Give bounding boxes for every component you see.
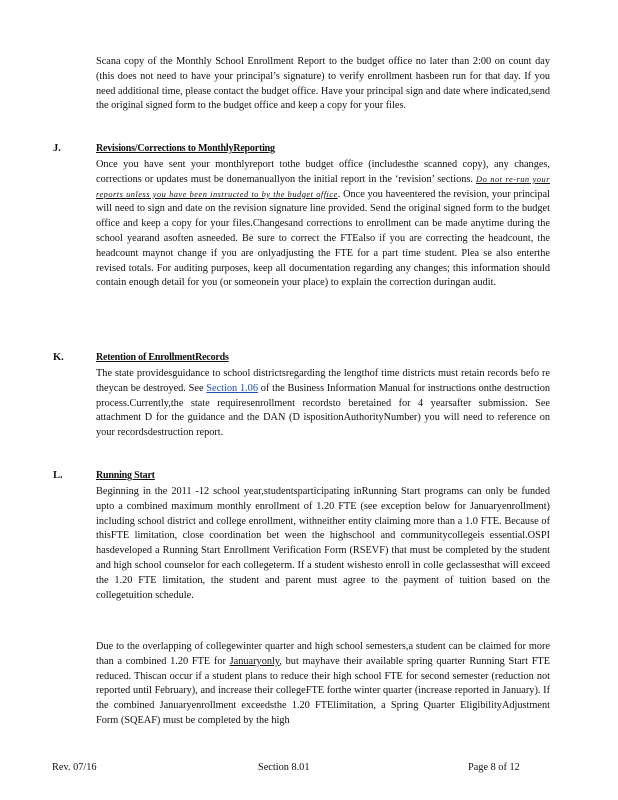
footer-page-number: Page 8 of 12 [468, 762, 520, 773]
section-l-p2-underlined: Januaryonly [229, 655, 280, 667]
section-j-paragraph [96, 158, 550, 291]
section-k-text-2: of the Business Information Manual for instructions onthe destruction process.Currently,the state requiresenrollment recordsto beretained for 4 yearsafter submission. See attachment D for the guidance and the DAN (D ispositionAuthorityNumber) you will need to reference on your recordsdestruction report. [96, 382, 551, 439]
section-k-letter: K. [53, 352, 64, 363]
section-k-body [96, 367, 550, 441]
section-k-text-1: The state providesguidance to school districtsregarding the lengthof time districts must retain records befo re theycan be destroyed. See [96, 368, 550, 394]
section-l-paragraph-1: Beginning in the 2011 ‑12 school year,studentsparticipating inRunning Start programs can only be funded upto a combined maximum monthly enrollment of 1.20 FTE (see exception below for Januaryenrollment) including school district and college enrollment, withneither entity claiming more than a 1.0 FTE. Because of thisFTE limitation, close coordination bet ween the highschool and communitycollegeis essential.OSPI hasdeveloped a Running Start Enrollment Verification Form (RSEVF) that must be completed by the student and high school counselor for each collegeterm. If a student wishesto enroll in colle geclassesthat will exceed the 1.20 FTE limitation, the student and parent must agree to the payment of tuition based on the collegetuition schedule. [96, 486, 550, 601]
section-l-p2-text-b: , but mayhave their available spring quarter Running Start FTE reduced. Thiscan occur if a student plans to reduce their high school FTE for second semester (reduction not reported until February), and increase their collegeFTE forthe winter quarter (increase reported in January). If the combined Januaryenrollment exceedsthe 1.20 FTElimitation, a Spring Quarter EligibilityAdjustment Form (SQEAF) must be completed by the high [96, 655, 551, 726]
section-j-title: Revisions/Corrections to MonthlyReporting [96, 143, 275, 154]
section-l-p2-text-a: Due to the overlapping of collegewinter quarter and high school semesters,a student can be claimed for more than a combined 1.20 FTE for [96, 641, 550, 667]
section-j-text-2: . Once you haveentered the revision, your principal will need to sign and date on the revision signature line provided. Send the original signed form to the budget office and keep a copy for your files.Changesand corrections to enrollment can be made anytime during the school yearand asoften asneeded. Be sure to correct the FTEalso if you are correcting the headcount, the headcount maynot change if you are onlyadjusting the FTE for a part time student. Plea se also enterthe revised totals. For auditing purposes, keep all documentation regarding any changes; this information should contain enough detail for you (or someonein your place) to explain the correction duringan audit. [96, 188, 550, 289]
section-k-paragraph [96, 367, 550, 441]
intro-paragraph: Scana copy of the Monthly School Enrollment Report to the budget office no later than 2:00 on count day (this does not need to have your principal’s signature) to verify enrollment hasbeen run for that day. If you need additional time, please contact the budget office. Have your principal sign and date where indicated,send the original signed form to the budget office and keep a copy for your files. [96, 56, 550, 112]
section-l-paragraph-2 [96, 640, 550, 729]
section-l-letter: L. [53, 470, 63, 481]
section-j-text-1: Once you have sent your monthlyreport tothe budget office (includesthe scanned copy), any changes, corrections or updates must be donemanuallyon the initial report in the ‘revision’ sections. [96, 159, 550, 185]
section-k-title: Retention of EnrollmentRecords [96, 352, 229, 363]
section-j-italic-note: Do not re-run your reports unless you have been instructed to by the budget office [96, 174, 550, 199]
section-l-body [96, 485, 550, 603]
intro-block [96, 55, 550, 114]
section-j-letter: J. [53, 143, 61, 154]
footer-revision: Rev. 07/16 [52, 762, 97, 773]
section-l-body-2 [96, 640, 550, 729]
section-j-body [96, 158, 550, 291]
section-l-title: Running Start [96, 470, 155, 481]
footer-section: Section 8.01 [258, 762, 310, 773]
section-link[interactable]: Section 1.06 [206, 382, 258, 394]
